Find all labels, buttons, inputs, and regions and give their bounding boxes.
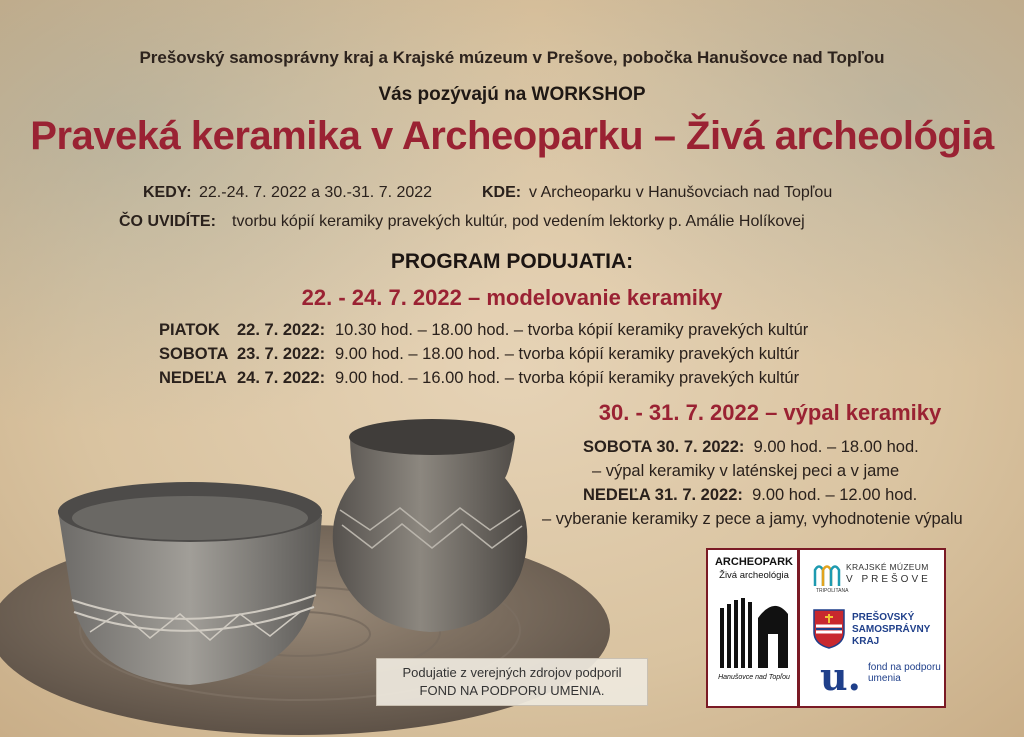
schedule-row xyxy=(159,321,808,340)
museum-arches-icon xyxy=(812,560,842,588)
what-value: tvorbu kópií keramiky pravekých kultúr, pod vedením lektorky p. Amálie Holíkovej xyxy=(232,213,805,230)
schedule-day: SOBOTA xyxy=(159,345,229,363)
schedule-day-date: NEDEĽA 31. 7. 2022: xyxy=(583,486,743,504)
museum-name-line1: KRAJSKÉ MÚZEUM xyxy=(846,562,929,572)
schedule-text: 10.30 hod. – 18.00 hod. – tvorba kópií keramiky pravekých kultúr xyxy=(335,321,809,339)
schedule-time: 9.00 hod. – 18.00 hod. xyxy=(753,438,919,456)
schedule-text: 9.00 hod. – 18.00 hod. – tvorba kópií keramiky pravekých kultúr xyxy=(335,345,800,363)
schedule-date: 23. 7. 2022: xyxy=(237,345,326,363)
schedule-text: 9.00 hod. – 16.00 hod. – tvorba kópií keramiky pravekých kultúr xyxy=(335,369,800,387)
fpu-logo xyxy=(812,654,942,704)
psk-logo xyxy=(812,608,942,658)
schedule-desc: – výpal keramiky v laténskej peci a v jame xyxy=(592,462,900,480)
event-title: Praveká keramika v Archeoparku – Živá archeológia xyxy=(30,114,994,158)
organizer-line: Prešovský samosprávny kraj a Krajské múzeum v Prešove, pobočka Hanušovce nad Topľou xyxy=(139,48,885,67)
fpu-name: fond na podporu umenia xyxy=(868,662,941,684)
museum-tripolitana: TRIPOLITANA xyxy=(816,588,849,594)
support-line1: Podujatie z verejných zdrojov podporil xyxy=(402,665,622,680)
psk-name: PREŠOVSKÝ SAMOSPRÁVNY KRAJ xyxy=(852,612,931,647)
schedule-time: 9.00 hod. – 12.00 hod. xyxy=(752,486,918,504)
archeopark-place: Hanušovce nad Topľou xyxy=(718,674,790,681)
fpu-letter-mark: u. xyxy=(820,654,861,699)
krajske-muzeum-logo xyxy=(812,560,942,596)
archeopark-subtitle: Živá archeológia xyxy=(719,570,789,581)
logo-divider xyxy=(797,550,800,706)
archeopark-title: ARCHEOPARK xyxy=(714,556,794,568)
schedule-desc: – vyberanie keramiky z pece a jamy, vyhodnotenie výpalu xyxy=(542,510,963,528)
support-line2: FOND NA PODPORU UMENIA. xyxy=(419,683,605,698)
where-label: KDE: xyxy=(482,184,522,201)
what-label: ČO UVIDÍTE: xyxy=(119,213,216,230)
program-heading: PROGRAM PODUJATIA: xyxy=(390,250,634,273)
block1-heading: 22. - 24. 7. 2022 – modelovanie keramiky xyxy=(301,285,723,310)
schedule-row xyxy=(159,345,799,364)
museum-name-line2: V PREŠOVE xyxy=(846,574,931,585)
schedule-day: PIATOK xyxy=(159,321,220,339)
schedule-date: 22. 7. 2022: xyxy=(237,321,326,339)
invite-line: Vás pozývajú na WORKSHOP xyxy=(378,84,646,105)
schedule-day: NEDEĽA xyxy=(159,369,227,387)
coat-of-arms-icon xyxy=(812,608,846,650)
when-label: KEDY: xyxy=(143,184,192,201)
block2-heading: 30. - 31. 7. 2022 – výpal keramiky xyxy=(598,400,942,425)
partner-logos xyxy=(706,548,946,708)
schedule-row xyxy=(159,369,799,388)
where-value: v Archeoparku v Hanušovciach nad Topľou xyxy=(529,184,833,201)
archeopark-logo xyxy=(714,556,794,702)
support-notice xyxy=(376,658,648,706)
schedule-date: 24. 7. 2022: xyxy=(237,369,326,387)
when-value: 22.-24. 7. 2022 a 30.-31. 7. 2022 xyxy=(199,184,433,201)
schedule-day-date: SOBOTA 30. 7. 2022: xyxy=(583,438,745,456)
